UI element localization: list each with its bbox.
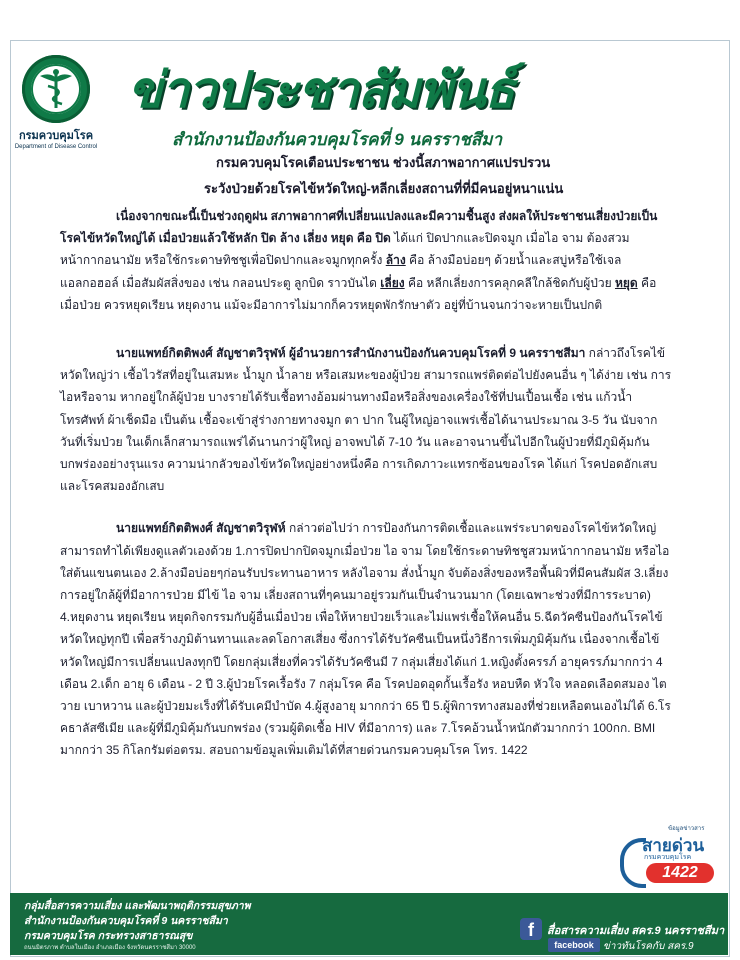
article-body [60,205,672,788]
org-name-en: Department of Disease Control [14,144,98,150]
facebook-page-alt[interactable]: ข่าวทันโรคกับ สคร.9 [603,941,694,952]
facebook-brand[interactable]: facebook [548,938,600,952]
hotline-title: สายด่วน [642,836,705,855]
headline-line-2: ระวังป่วยด้วยโรคไข้หวัดใหญ่-หลีกเลี่ยงสถานที่ที่มีคนอยู่หนาแน่น [204,181,564,196]
hotline-tag: ข้อมูลข่าวสาร [668,826,705,832]
masthead-title: ข่าวประชาสัมพันธ์ [128,62,514,118]
director-lead: นายแพทย์กิตติพงศ์ สัญชาตวิรุฬห์ ผู้อำนวยการสำนักงานป้องกันควบคุมโรคที่ 9 นครราชสีมา [116,346,586,361]
footer-line-2: สำนักงานป้องกันควบคุมโรคที่ 9 นครราชสีมา [24,915,228,927]
office-subtitle: สำนักงานป้องกันควบคุมโรคที่ 9 นครราชสีมา [172,130,503,149]
org-name: กรมควบคุมโรค [18,130,94,142]
caduceus-seal-icon [22,55,90,123]
paragraph-2: นายแพทย์กิตติพงศ์ สัญชาตวิรุฬห์ ผู้อำนวยการสำนักงานป้องกันควบคุมโรคที่ 9 นครราชสีมา กล่าวถึงโรคไข้หวัดใหญ่ว่า เชื้อไวรัสที่อยู่ในเสมหะ น้ำมูก น้ำลาย หรือเสมหะของผู้ป่วย สามารถแพร่ติดต่อไปยังคนอื่น ๆ ได้ง่าย เช่น การไอหรือจาม หากอยู่ใกล้ผู้ป่วย บางรายได้รับเชื้อทางอ้อมผ่านทางมือหรือสิ่งของเครื่องใช้ที่ปนเปื้อนเชื้อ เช่น แก้วน้ำ โทรศัพท์ ผ้าเช็ดมือ เป็นต้น เชื้อจะเข้าสู่ร่างกายทางจมูก ตา ปาก ในผู้ใหญ่อาจแพร่เชื้อได้นานประมาณ 3-5 วัน นับจากวันที่เริ่มป่วย ในเด็กเล็กสามารถแพร่ได้นานกว่าผู้ใหญ่ อาจพบได้ 7-10 วัน และอาจนานขึ้นไปอีกในผู้ป่วยที่มีภูมิคุ้มกันบกพร่องอย่างรุนแรง ความน่ากลัวของไข้หวัดใหญ่อย่างหนึ่งคือ การเกิดภาวะแทรกซ้อนของโรค ได้แก่ โรคปอดอักเสบ และโรคสมองอักเสบ [60,346,672,494]
paragraph-1: เนื่องจากขณะนี้เป็นช่วงฤดูฝน สภาพอากาศที่เปลี่ยนแปลงและมีความชื้นสูง ส่งผลให้ประชาชนเสี่ยงป่วยเป็นโรคไข้หวัดใหญ่ได้ เมื่อป่วยแล้วใช้หลัก ปิด ล้าง เลี่ยง หยุด คือ ปิด ได้แก่ ปิดปากและปิดจมูก เมื่อไอ จาม ต้องสวมหน้ากากอนามัย หรือใช้กระดาษทิชชูเพื่อปิดปากและจมูกทุกครั้ง ล้าง คือ ล้างมือบ่อยๆ ด้วยน้ำและสบู่หรือใช้เจลแอลกอฮอล์ เมื่อสัมผัสสิ่งของ เช่น กลอนประตู ลูกบิด ราวบันได เลี่ยง คือ หลีกเลี่ยงการคลุกคลีใกล้ชิดกับผู้ป่วย หยุด คือ เมื่อป่วย ควรหยุดเรียน หยุดงาน แม้จะมีอาการไม่มากก็ควรหยุดพักรักษาตัว อยู่ที่บ้านจนกว่าจะหายเป็นปกติ [60,209,658,312]
footer-line-3: กรมควบคุมโรค กระทรวงสาธารณสุข [24,930,193,942]
footer-org-block [24,899,344,952]
footer-address: ถนนมิตรภาพ ตำบลในเมือง อำเภอเมือง จังหวัดนครราชสีมา 30000 [24,945,196,951]
director-lead-2: นายแพทย์กิตติพงศ์ สัญชาตวิรุฬห์ [116,521,286,536]
caduceus-icon [36,68,76,110]
hotline-number: 1422 [646,863,714,883]
facebook-page-name[interactable]: สื่อสารความเสี่ยง สคร.9 นครราชสีมา [547,925,725,937]
ddc-logo [12,55,100,150]
footer-line-1: กลุ่มสื่อสารความเสี่ยง และพัฒนาพฤติกรรมสุขภาพ [24,900,251,912]
paragraph-3: นายแพทย์กิตติพงศ์ สัญชาตวิรุฬห์ กล่าวต่อไปว่า การป้องกันการติดเชื้อและแพร่ระบาดของโรคไข้หวัดใหญ่สามารถทำได้เพียงดูแลตัวเองด้วย 1.การปิดปากปิดจมูกเมื่อป่วย ไอ จาม โดยใช้กระดาษทิชชูสวมหน้ากากอนามัย หรือไอใส่ต้นแขนตนเอง 2.ล้างมือบ่อยๆก่อนรับประทานอาหาร หลังไอจาม สั่งน้ำมูก จับต้องสิ่งของหรือพื้นผิวที่มีคนสัมผัส 3.เลี่ยงการอยู่ใกล้ผู้ที่มีอาการป่วย มีไข้ ไอ จาม เลี่ยงสถานที่ๆคนมาอยู่รวมกันเป็นจำนวนมาก (โดยเฉพาะช่วงที่มีการระบาด) 4.หยุดงาน หยุดเรียน หยุดกิจกรรมกับผู้อื่นเมื่อป่วย เพื่อให้หายป่วยเร็วและไม่แพร่เชื้อให้คนอื่น 5.ฉีดวัคซีนป้องกันโรคไข้หวัดใหญ่ทุกปี เพื่อสร้างภูมิต้านทานและลดโอกาสเสี่ยง ซึ่งการได้รับวัคซีนเป็นหนึ่งวิธีการเพิ่มภูมิคุ้มกัน เนื่องจากเชื้อไข้หวัดใหญ่มีการเปลี่ยนแปลงทุกปี โดยกลุ่มเสี่ยงที่ควรได้รับวัคซีนมี 7 กลุ่มเสี่ยงได้แก่ 1.หญิงตั้งครรภ์ อายุครรภ์มากกว่า 4 เดือน 2.เด็ก อายุ 6 เดือน - 2 ปี 3.ผู้ป่วยโรคเรื้อรัง 7 กลุ่มโรค คือ โรคปอดอุดกั้นเรื้อรัง หอบหืด หัวใจ หลอดเลือดสมอง ไตวาย เบาหวาน และผู้ป่วยมะเร็งที่ได้รับเคมีบำบัด 4.ผู้สูงอายุ มากกว่า 65 ปี 5.ผู้พิการทางสมองที่ช่วยเหลือตนเองไม่ได้ 6.โรคธาลัสซีเมีย และผู้ที่มีภูมิคุ้มกันบกพร่อง (รวมผู้ติดเชื้อ HIV ที่มีอาการ) และ 7.โรคอ้วนน้ำหนักตัวมากกว่า 100กก. BMI มากกว่า 35 กิโลกรัมต่อตรม. สอบถามข้อมูลเพิ่มเติมได้ที่สายด่วนกรมควบคุมโรค โทร. 1422 [60,521,671,758]
facebook-icon[interactable]: f [520,918,542,940]
hotline-badge [620,826,720,886]
headline-line-1: กรมควบคุมโรคเตือนประชาชน ช่วงนี้สภาพอากาศแปรปรวน [216,155,551,170]
hotline-subtitle: กรมควบคุมโรค [644,854,692,861]
